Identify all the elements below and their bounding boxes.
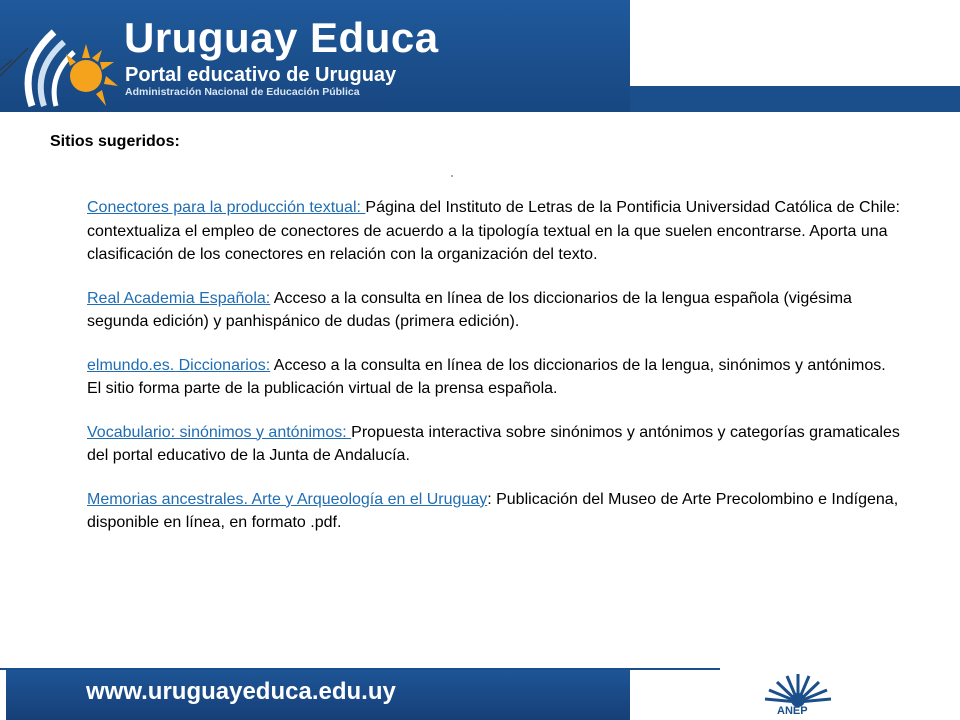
dot-mark <box>451 175 453 177</box>
link-conectores[interactable]: Conectores para la producción textual: <box>87 199 366 216</box>
suggested-sites-list <box>87 196 902 555</box>
link-vocabulario[interactable]: Vocabulario: sinónimos y antónimos: <box>87 423 352 441</box>
link-real-academia[interactable]: Real Academia Española: <box>87 289 271 307</box>
entry-description: Página del Instituto de Letras de la Pontificia Universidad Católica de Chile: contextualiza el empleo de conectores de acuerdo a la tipología textual en la que suelen encontrarse. Aporta una clasificación de los conectores en relación con la organización del texto. <box>87 199 900 263</box>
footer-edge <box>0 670 6 720</box>
site-subtitle-secondary: Administración Nacional de Educación Pública <box>125 86 360 98</box>
list-item <box>87 287 902 334</box>
site-title: Uruguay Educa <box>124 14 439 61</box>
entry-description: Acceso a la consulta en línea de los diccionarios de la lengua, sinónimos y antónimos. El sitio forma parte de la publicación virtual de la prensa española. <box>87 356 886 397</box>
entry-description: Propuesta interactiva sobre sinónimos y antónimos y categorías gramaticales del portal educativo de la Junta de Andalucía. <box>87 423 900 464</box>
anep-label: ANEP <box>777 705 808 717</box>
list-item <box>87 354 902 401</box>
header-right-stripe <box>630 86 960 112</box>
header <box>0 0 960 112</box>
footer-url[interactable]: www.uruguayeduca.edu.uy <box>86 678 396 705</box>
list-item <box>87 488 902 535</box>
site-subtitle: Portal educativo de Uruguay <box>125 64 397 86</box>
list-item <box>87 421 902 468</box>
sun-logo-icon <box>14 14 124 110</box>
entry-description: : Publicación del Museo de Arte Precolombino e Indígena, disponible en línea, en formato .pdf. <box>87 490 899 531</box>
section-title: Sitios sugeridos: <box>50 133 180 150</box>
entry-description: Acceso a la consulta en línea de los diccionarios de la lengua española (vigésima segunda edición) y panhispánico de dudas (primera edición). <box>87 289 852 330</box>
link-memorias-ancestrales[interactable]: Memorias ancestrales. Arte y Arqueología en el Uruguay <box>87 490 488 508</box>
link-elmundo-diccionarios[interactable]: elmundo.es. Diccionarios: <box>87 356 271 374</box>
list-item <box>87 196 902 267</box>
